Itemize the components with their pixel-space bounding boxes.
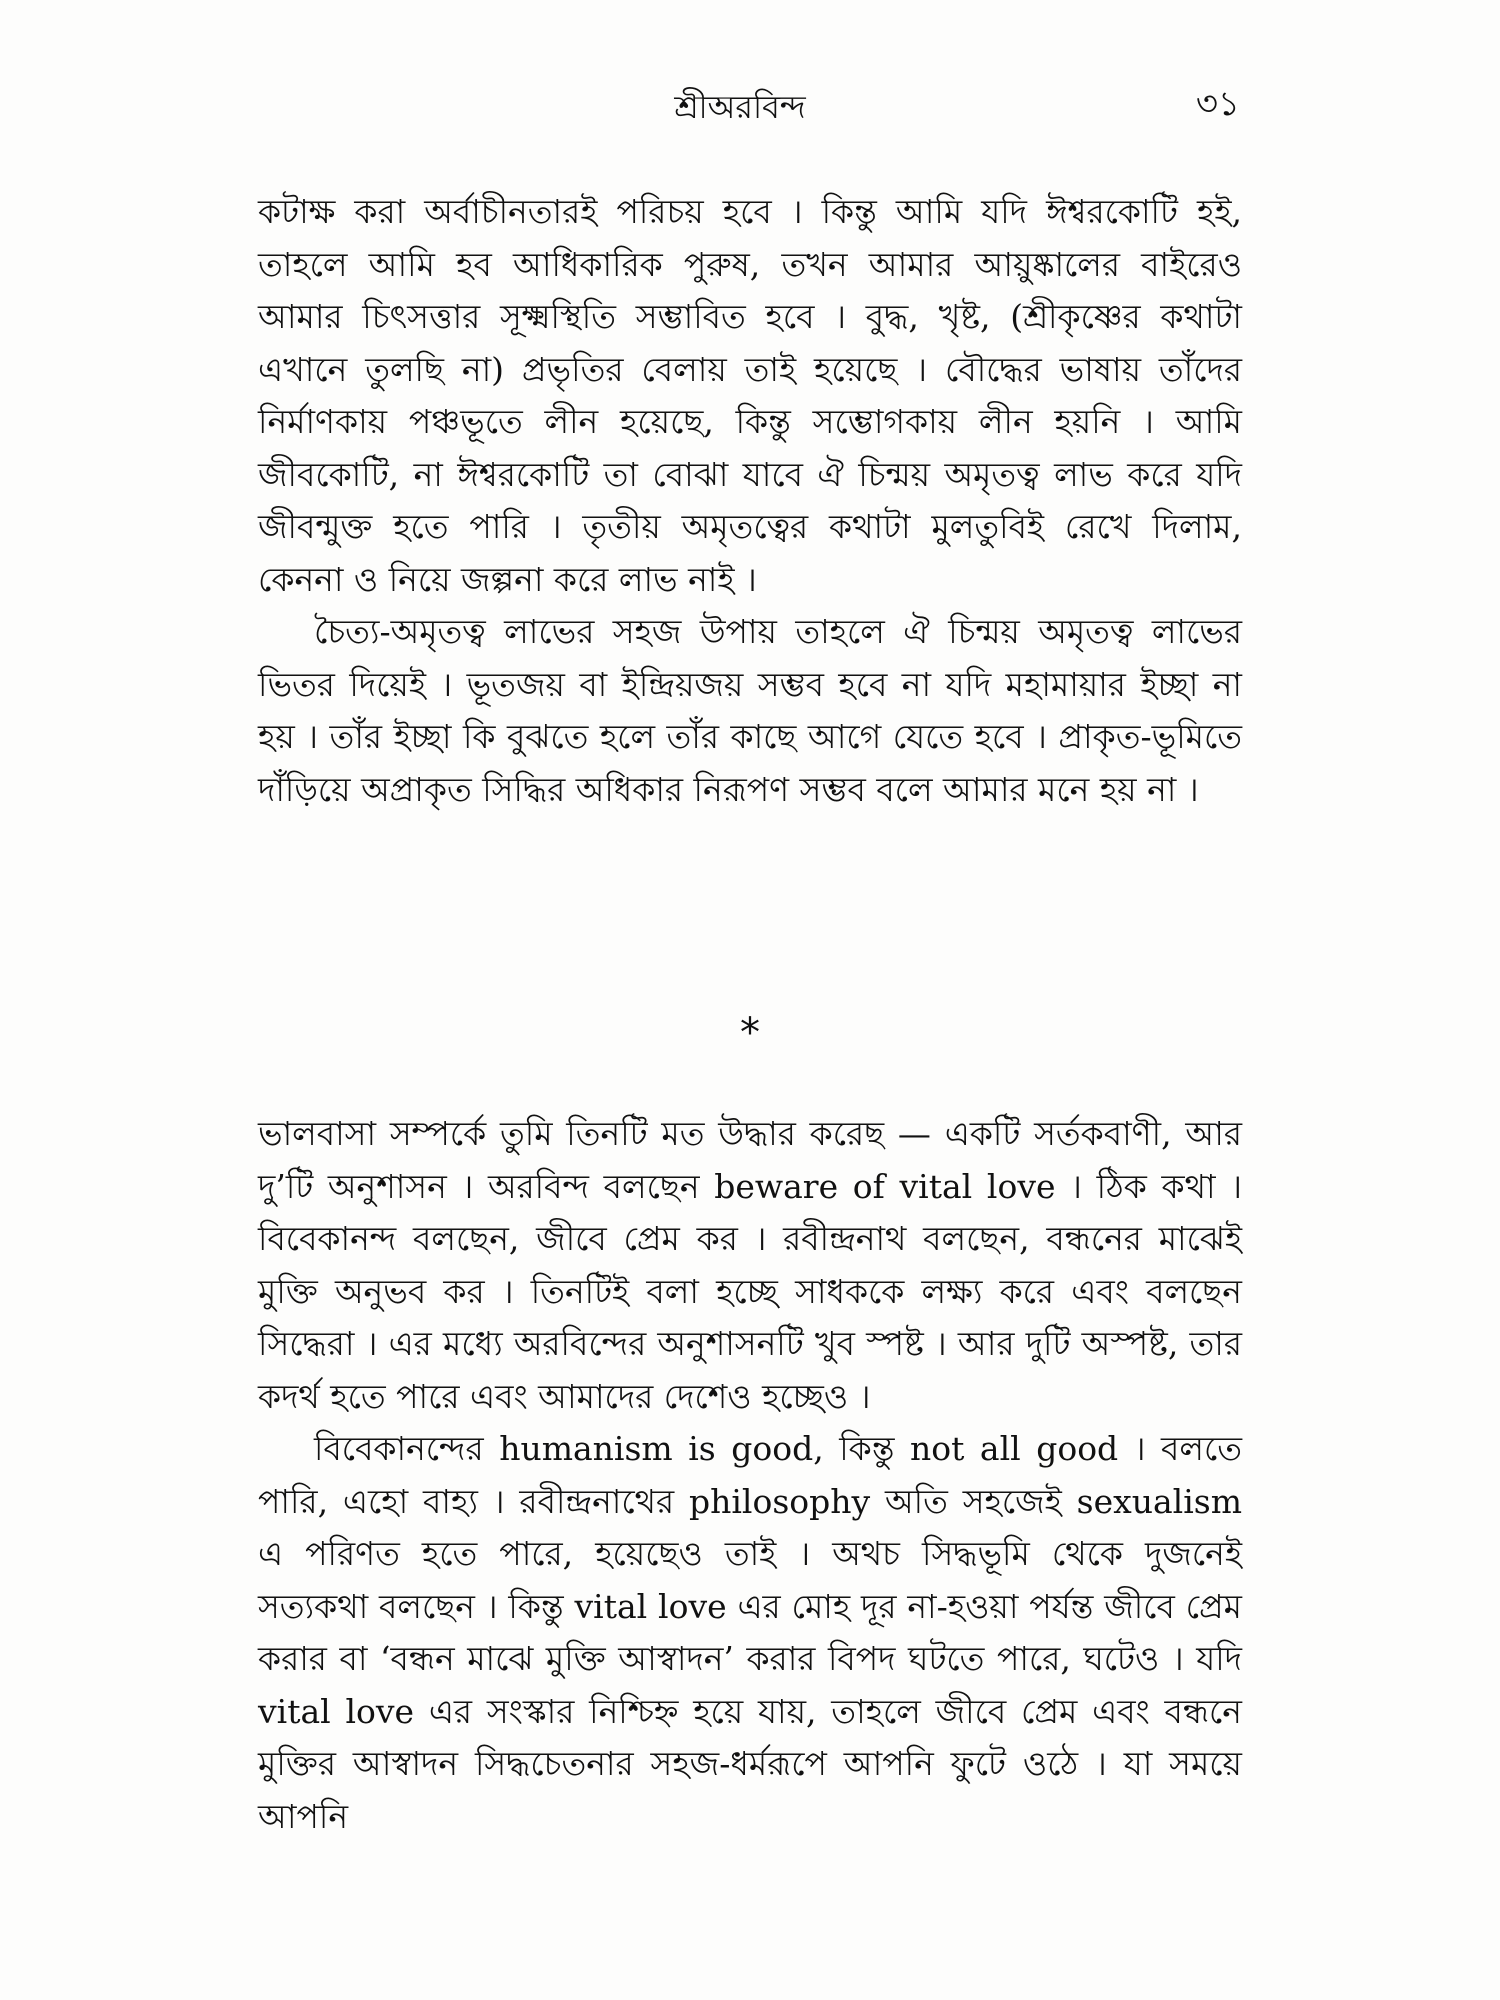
- paragraph: চৈত্য-অমৃতত্ব লাভের সহজ উপায় তাহলে ঐ চিন্ময় অমৃতত্ব লাভের ভিতর দিয়েই । ভূতজয় বা ইন্দ্রিয়জয় সম্ভব হবে না যদি মহামায়ার ইচ্ছা না হয় । তাঁর ইচ্ছা কি বুঝতে হলে তাঁর কাছে আগে যেতে হবে । প্রাকৃত-ভূমিতে দাঁড়িয়ে অপ্রাকৃত সিদ্ধির অধিকার নিরূপণ সম্ভব বলে আমার মনে হয় না ।: [258, 612, 1242, 809]
- paragraph: কটাক্ষ করা অর্বাচীনতারই পরিচয় হবে । কিন্তু আমি যদি ঈশ্বরকোটি হই, তাহলে আমি হব আধিকারিক পুরুষ, তখন আমার আয়ুষ্কালের বাইরেও আমার চিৎসত্তার সূক্ষ্মস্থিতি সম্ভাবিত হবে । বুদ্ধ, খৃষ্ট, (শ্রীকৃষ্ণের কথাটা এখানে তুলছি না) প্রভৃতির বেলায় তাই হয়েছে । বৌদ্ধের ভাষায় তাঁদের নির্মাণকায় পঞ্চভূতে লীন হয়েছে, কিন্তু সম্ভোগকায় লীন হয়নি । আমি জীবকোটি, না ঈশ্বরকোটি তা বোঝা যাবে ঐ চিন্ময় অমৃতত্ব লাভ করে যদি জীবন্মুক্ত হতে পারি । তৃতীয় অমৃতত্বের কথাটা মুলতুবিই রেখে দিলাম, কেননা ও নিয়ে জল্পনা করে লাভ নাই ।: [258, 192, 1242, 599]
- paragraph: ভালবাসা সম্পর্কে তুমি তিনটি মত উদ্ধার করেছ — একটি সর্তকবাণী, আর দু’টি অনুশাসন । অরবিন্দ বলছেন beware of vital love । ঠিক কথা । বিবেকানন্দ বলছেন, জীবে প্রেম কর । রবীন্দ্রনাথ বলছেন, বন্ধনের মাঝেই মুক্তি অনুভব কর । তিনটিই বলা হচ্ছে সাধককে লক্ষ্য করে এবং বলছেন সিদ্ধেরা । এর মধ্যে অরবিন্দের অনুশাসনটি খুব স্পষ্ট । আর দুটি অস্পষ্ট, তার কদর্থ হতে পারে এবং আমাদের দেশেও হচ্ছেও ।: [258, 1114, 1242, 1416]
- text-block-upper: [258, 186, 1242, 816]
- running-header: [240, 82, 1240, 132]
- running-title: শ্রীঅরবিন্দ: [674, 88, 806, 126]
- page-number: ৩১: [1195, 84, 1240, 124]
- paragraph: বিবেকানন্দের humanism is good, কিন্তু not all good । বলতে পারি, এহো বাহ্য । রবীন্দ্রনাথের philosophy অতি সহজেই sexualism এ পরিণত হতে পারে, হয়েছেও তাই । অথচ সিদ্ধভূমি থেকে দুজনেই সত্যকথা বলছেন । কিন্তু vital love এর মোহ দূর না-হওয়া পর্যন্ত জীবে প্রেম করার বা ‘বন্ধন মাঝে মুক্তি আস্বাদন’ করার বিপদ ঘটতে পারে, ঘটেও । যদি vital love এর সংস্কার নিশ্চিহ্ন হয়ে যায়, তাহলে জীবে প্রেম এবং বন্ধনে মুক্তির আস্বাদন সিদ্ধচেতনার সহজ-ধর্মরূপে আপনি ফুটে ওঠে । যা সময়ে আপনি: [258, 1429, 1242, 1836]
- text-block-lower: [258, 1108, 1242, 1843]
- section-separator: *: [740, 1010, 760, 1056]
